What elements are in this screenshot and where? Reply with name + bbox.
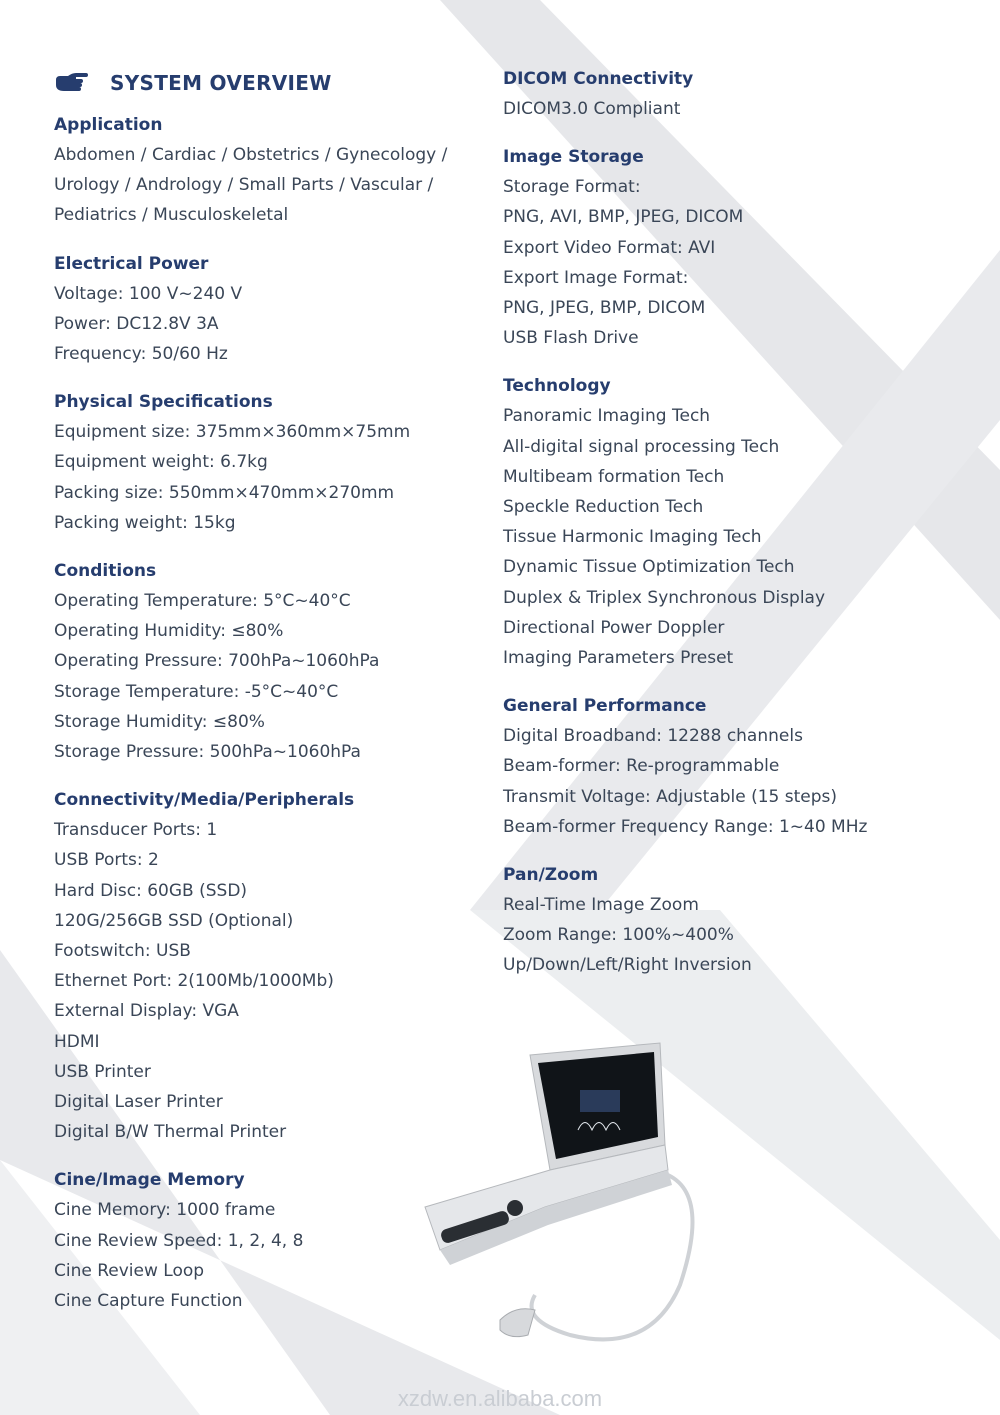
spec-line: Directional Power Doppler [503, 617, 725, 638]
right-sections [503, 64, 963, 981]
spec-section [54, 556, 484, 767]
spec-line: Imaging Parameters Preset [503, 648, 734, 669]
spec-line: Frequency: 50/60 Hz [54, 344, 228, 365]
page-title: SYSTEM OVERVIEW [110, 71, 332, 95]
spec-line: Digital Laser Printer [54, 1092, 223, 1113]
section-title: Connectivity/Media/Peripherals [54, 790, 355, 811]
spec-line: HDMI [54, 1031, 100, 1052]
spec-line: USB Printer [54, 1061, 151, 1082]
spec-line: Pediatrics / Musculoskeletal [54, 205, 289, 226]
spec-line: Storage Pressure: 500hPa~1060hPa [54, 742, 361, 763]
spec-section [503, 64, 963, 124]
spec-line: Speckle Reduction Tech [503, 497, 704, 518]
spec-line: Beam-former Frequency Range: 1~40 MHz [503, 816, 868, 837]
spec-line: Up/Down/Left/Right Inversion [503, 955, 752, 976]
section-title: Conditions [54, 561, 157, 582]
spec-line: PNG, AVI, BMP, JPEG, DICOM [503, 207, 744, 228]
spec-line: Export Video Format: AVI [503, 237, 716, 258]
section-title: Cine/Image Memory [54, 1170, 245, 1191]
spec-line: Operating Temperature: 5°C~40°C [54, 591, 351, 612]
spec-line: Voltage: 100 V~240 V [54, 283, 243, 304]
spec-line: Packing size: 550mm×470mm×270mm [54, 482, 395, 503]
spec-line: Equipment weight: 6.7kg [54, 452, 268, 473]
section-title: DICOM Connectivity [503, 69, 694, 89]
spec-line: Zoom Range: 100%~400% [503, 925, 734, 946]
spec-line: Equipment size: 375mm×360mm×75mm [54, 422, 411, 443]
spec-line: Cine Review Loop [54, 1260, 205, 1281]
spec-line: Transducer Ports: 1 [54, 820, 218, 841]
section-title: Application [54, 115, 163, 135]
spec-line: Tissue Harmonic Imaging Tech [503, 527, 762, 548]
spec-line: DICOM3.0 Compliant [503, 99, 681, 119]
spec-section [54, 387, 484, 538]
spec-section [54, 110, 484, 231]
page-header [54, 64, 484, 102]
spec-line: Cine Capture Function [54, 1291, 243, 1312]
spec-section [503, 142, 963, 353]
spec-line: Power: DC12.8V 3A [54, 313, 219, 334]
spec-line: Digital Broadband: 12288 channels [503, 726, 803, 747]
spec-line: Packing weight: 15kg [54, 512, 236, 533]
spec-line: Cine Review Speed: 1, 2, 4, 8 [54, 1230, 304, 1251]
spec-line: Ethernet Port: 2(100Mb/1000Mb) [54, 971, 334, 992]
spec-line: Urology / Andrology / Small Parts / Vascular / [54, 175, 434, 196]
section-title: Image Storage [503, 147, 644, 168]
spec-line: Panoramic Imaging Tech [503, 406, 711, 427]
spec-section [503, 691, 963, 842]
section-title: General Performance [503, 696, 707, 717]
spec-line: USB Ports: 2 [54, 850, 159, 871]
spec-section [503, 860, 963, 981]
ultrasound-device-image [410, 1035, 710, 1360]
spec-line: Cine Memory: 1000 frame [54, 1200, 276, 1221]
spec-line: Hard Disc: 60GB (SSD) [54, 880, 248, 901]
spec-line: All-digital signal processing Tech [503, 436, 780, 457]
spec-line: Export Image Format: [503, 267, 689, 288]
right-column [503, 64, 963, 999]
spec-line: 120G/256GB SSD (Optional) [54, 910, 294, 931]
spec-section [503, 371, 963, 673]
spec-line: Transmit Voltage: Adjustable (15 steps) [503, 786, 838, 807]
spec-line: Storage Humidity: ≤80% [54, 711, 265, 732]
spec-line: Real-Time Image Zoom [503, 895, 699, 916]
spec-line: Multibeam formation Tech [503, 466, 725, 487]
spec-line: USB Flash Drive [503, 328, 639, 349]
spec-line: Operating Humidity: ≤80% [54, 621, 284, 642]
pointing-hand-icon [54, 72, 88, 94]
spec-line: Storage Format: [503, 177, 641, 198]
spec-line: Beam-former: Re-programmable [503, 756, 780, 777]
watermark: xzdw.en.alibaba.com [397, 1386, 603, 1411]
section-title: Technology [503, 376, 611, 397]
spec-line: External Display: VGA [54, 1001, 239, 1022]
section-title: Physical Specifications [54, 392, 273, 413]
spec-line: PNG, JPEG, BMP, DICOM [503, 298, 706, 319]
spec-line: Operating Pressure: 700hPa~1060hPa [54, 651, 380, 672]
spec-line: Storage Temperature: -5°C~40°C [54, 681, 339, 702]
spec-line: Abdomen / Cardiac / Obstetrics / Gynecology / [54, 145, 448, 165]
section-title: Pan/Zoom [503, 865, 599, 886]
spec-line: Footswitch: USB [54, 941, 191, 962]
spec-line: Duplex & Triplex Synchronous Display [503, 587, 826, 608]
spec-line: Dynamic Tissue Optimization Tech [503, 557, 795, 578]
section-title: Electrical Power [54, 253, 209, 274]
spec-line: Digital B/W Thermal Printer [54, 1122, 287, 1143]
spec-section [54, 249, 484, 370]
